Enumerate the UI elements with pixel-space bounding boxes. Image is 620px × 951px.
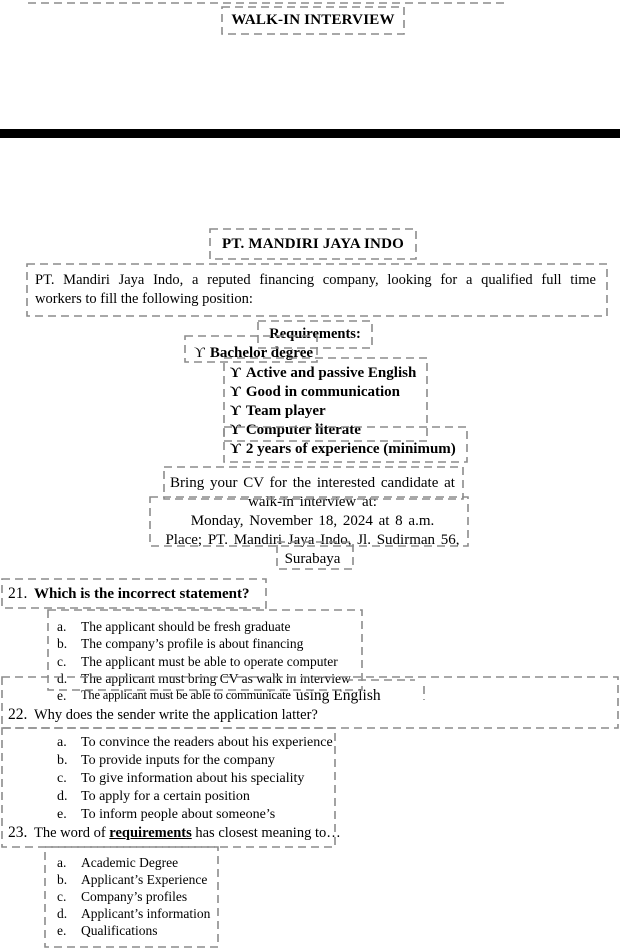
requirement-text: 2 years of experience (minimum) — [245, 441, 456, 457]
requirement-item-4 — [230, 421, 456, 440]
question-23-options[interactable] — [57, 854, 210, 939]
option-22d: d. To apply for a certain position — [57, 789, 250, 804]
interview-info-block[interactable] — [105, 474, 520, 569]
question-22-text: Why does the sender write the application latter? — [34, 707, 318, 723]
option-21e: e. The applicant must be able to communicate using English — [57, 687, 381, 705]
requirement-text: Good in communication — [245, 384, 401, 400]
requirement-item-5 — [230, 440, 456, 459]
intro-line-1: PT. Mandiri Jaya Indo, a reputed financing company, looking for a qualified full time — [35, 272, 596, 288]
bullet-icon: ϒ — [230, 365, 241, 381]
cv-line-5: Surabaya — [284, 551, 341, 567]
question-21-number: 21. — [8, 585, 28, 602]
option-21d: d. The applicant must bring CV as walk in interview — [57, 670, 351, 686]
question-21[interactable] — [8, 585, 250, 603]
cv-line-3: Monday, November 18, 2024 at 8 a.m. — [190, 513, 435, 529]
requirements-label[interactable]: Requirements: — [269, 326, 361, 342]
option-23c: c. Company’s profiles — [57, 889, 188, 904]
question-22-number: 22. — [8, 706, 28, 723]
question-23-keyword: requirements — [109, 825, 192, 841]
question-21-options[interactable] — [57, 618, 381, 704]
cv-line-4: Place; PT. Mandiri Jaya Indo, Jl. Sudirman 56, — [165, 532, 460, 548]
option-21c: c. The applicant must be able to operate computer — [57, 653, 338, 669]
bullet-icon: ϒ — [230, 403, 241, 419]
requirement-item-3 — [230, 402, 456, 421]
requirements-list[interactable] — [230, 364, 456, 459]
requirement-text: Bachelor degree — [209, 345, 314, 361]
question-22-options[interactable] — [57, 734, 333, 824]
option-23a: a. Academic Degree — [57, 855, 179, 870]
requirement-text: Active and passive English — [245, 365, 417, 381]
bullet-icon: ϒ — [230, 422, 241, 438]
company-title: PT. MANDIRI JAYA INDO — [221, 235, 404, 252]
question-21-text: Which is the incorrect statement? — [34, 586, 250, 602]
question-23[interactable] — [8, 824, 341, 842]
question-23-prefix: The word of — [34, 825, 110, 841]
cv-line-2: walk-in interview at: — [248, 494, 377, 510]
bullet-icon: ϒ — [230, 384, 241, 400]
requirement-item-2 — [230, 383, 456, 402]
intro-line-2: workers to fill the following position: — [35, 291, 253, 307]
company-title-frame[interactable] — [210, 229, 416, 259]
horizontal-rule — [0, 129, 620, 138]
question-23-number: 23. — [8, 824, 28, 841]
walkin-title: WALK-IN INTERVIEW — [231, 12, 395, 28]
option-22a: a. To convince the readers about his experience — [57, 735, 333, 750]
requirement-text: Computer literate — [245, 422, 361, 438]
option-23e: e. Qualifications — [57, 923, 158, 938]
question-22[interactable] — [8, 706, 318, 724]
option-22c: c. To give information about his speciality — [57, 771, 305, 786]
bullet-icon: ϒ — [230, 441, 241, 457]
option-22e: e. To inform people about someone’s — [57, 807, 276, 822]
walkin-title-frame[interactable] — [222, 7, 404, 34]
option-23b: b. Applicant’s Experience — [57, 872, 208, 887]
bullet-icon: ϒ — [194, 345, 205, 361]
option-23d: d. Applicant’s information — [57, 906, 211, 921]
option-21a: a. The applicant should be fresh graduate — [57, 619, 291, 634]
option-22b: b. To provide inputs for the company — [57, 753, 275, 768]
question-23-suffix: has closest meaning to… — [191, 825, 341, 841]
requirement-item-0[interactable] — [194, 345, 313, 362]
cv-line-1: Bring your CV for the interested candidate at — [170, 475, 455, 491]
intro-paragraph[interactable] — [35, 271, 596, 309]
requirement-text: Team player — [245, 403, 326, 419]
option-21b: b. The company’s profile is about financing — [57, 636, 304, 652]
requirement-item-1 — [230, 364, 456, 383]
